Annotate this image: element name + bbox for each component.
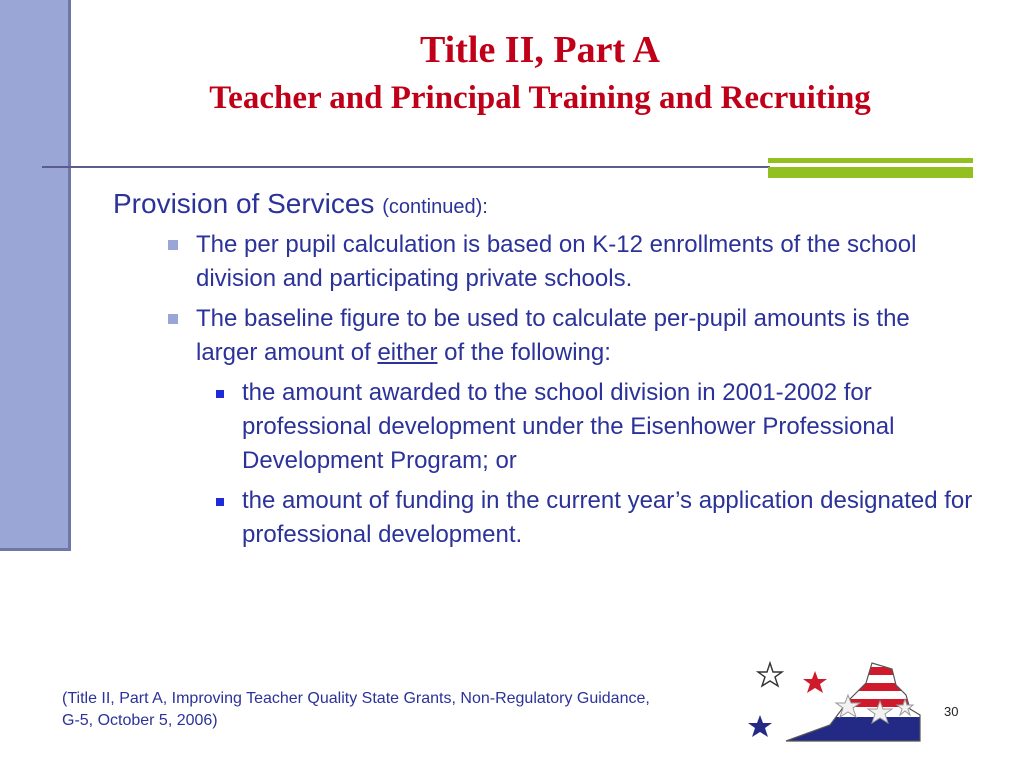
citation: [62, 688, 822, 732]
left-decorative-bar: [0, 0, 71, 551]
virginia-flag-stars-icon: [740, 655, 940, 765]
bullet-text-emphasis: either: [377, 339, 438, 366]
square-bullet-icon: [168, 314, 178, 324]
sub-bullet-item: [113, 376, 973, 478]
slide-subtitle: Teacher and Principal Training and Recruiting: [209, 80, 871, 116]
bullet-item: [113, 228, 973, 296]
section-heading: [113, 188, 973, 220]
bullet-text: The per pupil calculation is based on K-12 enrollments of the school division and participating private schools.: [196, 231, 917, 292]
accent-bar-thick: [768, 167, 973, 178]
section-heading-text: Provision of Services: [113, 188, 375, 219]
sub-bullet-item: [113, 484, 973, 552]
bullet-text-suffix: of the following:: [437, 339, 611, 366]
title-divider: [42, 166, 770, 168]
sub-bullet-text: the amount awarded to the school division in 2001-2002 for professional development under the Eisenhower Professional Development Program; or: [242, 379, 895, 474]
bullet-text-prefix: The baseline figure to be used to calculate per-pupil amounts is the larger amount of: [196, 305, 910, 366]
square-bullet-icon: [216, 498, 224, 506]
page-number: 30: [944, 704, 959, 719]
section-heading-suffix: (continued):: [382, 196, 488, 218]
slide-body: [113, 188, 973, 558]
square-bullet-icon: [168, 240, 178, 250]
slide-title: Title II, Part A: [420, 29, 660, 71]
citation-line: G-5, October 5, 2006): [62, 712, 218, 729]
sub-bullet-text: the amount of funding in the current year’s application designated for professional development.: [242, 487, 973, 548]
citation-line: (Title II, Part A, Improving Teacher Quality State Grants, Non-Regulatory Guidance,: [62, 690, 650, 707]
bullet-item: [113, 302, 973, 370]
square-bullet-icon: [216, 390, 224, 398]
accent-bar-thin: [768, 158, 973, 163]
